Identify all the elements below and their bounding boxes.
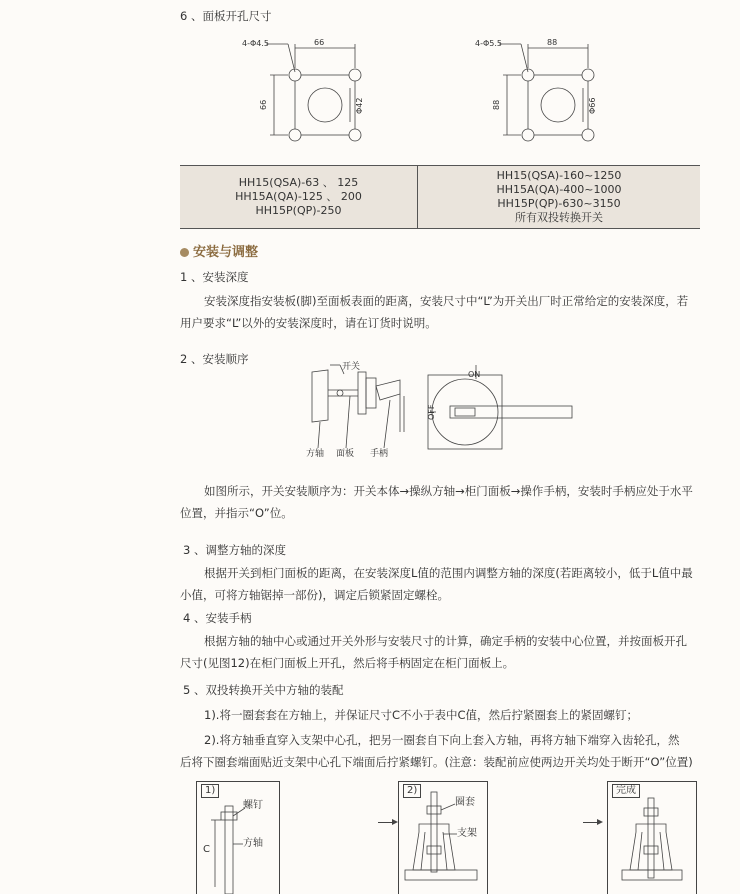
spec-right-line: HH15(QSA)-160~1250 — [496, 169, 622, 182]
s4-title: 4 、安装手柄 — [183, 611, 252, 625]
width-label-small: 66 — [314, 38, 325, 47]
spec-left-line: HH15A(QA)-125 、 200 — [235, 190, 362, 203]
label-bracket: 支架 — [457, 828, 477, 839]
width-label-large: 88 — [547, 38, 558, 47]
spec-right-line: 所有双投转换开关 — [515, 211, 603, 224]
assembly-done-box — [607, 781, 697, 894]
center-label-large: Φ66 — [588, 97, 597, 114]
assembly-step2-box — [398, 781, 488, 894]
label-off: OFF — [427, 404, 436, 420]
assembly-step1-box — [196, 781, 280, 894]
install-heading — [180, 245, 258, 261]
s3-para-line1: 根据开关到柜门面板的距离，在安装深度L值的范围内调整方轴的深度(若距离较小，低于L值中最 — [204, 566, 693, 580]
step1-label: 1) — [201, 784, 219, 798]
hole-label-small: 4-Φ4.5 — [242, 39, 269, 48]
label-handle: 手柄 — [370, 449, 389, 459]
s1-para-line2: 用户要求“L”以外的安装深度时，请在订货时说明。 — [180, 316, 437, 330]
s3-title: 3 、调整方轴的深度 — [183, 543, 286, 557]
s5-para-line1: 1).将一圈套套在方轴上，并保证尺寸C不小于表中C值，然后拧紧圈套上的紧固螺钉； — [204, 708, 639, 722]
install-sequence-diagram — [300, 360, 575, 460]
section6-title: 6 、面板开孔尺寸 — [180, 9, 272, 23]
label-panel: 面板 — [336, 449, 355, 459]
s4-para-line1: 根据方轴的轴中心或通过开关外形与安装尺寸的计算，确定手柄的安装中心位置，并按面板开孔 — [204, 634, 687, 648]
height-label-large: 88 — [492, 99, 501, 110]
bullet-dot-icon — [180, 248, 189, 257]
s4-para-line2: 尺寸(见图12)在柜门面板上开孔，然后将手柄固定在柜门面板上。 — [180, 656, 515, 670]
height-label-small: 66 — [259, 99, 268, 110]
label-on: ON — [468, 370, 481, 379]
label-screw: 螺钉 — [243, 800, 263, 811]
install-heading-text: 安装与调整 — [193, 245, 259, 260]
s2-title: 2 、安装顺序 — [180, 352, 249, 366]
label-collar: 圈套 — [455, 797, 475, 808]
s1-para-line1: 安装深度指安装板(脚)至面板表面的距离，安装尺寸中“L”为开关出厂时正常给定的安装深度，若 — [204, 294, 689, 308]
model-spec-table — [180, 165, 700, 229]
s2-para-line1: 如图所示，开关安装顺序为：开关本体→操纵方轴→柜门面板→操作手柄，安装时手柄应处于水平 — [204, 484, 693, 498]
spec-table-right-cell — [418, 166, 701, 229]
spec-right-line: HH15A(QA)-400~1000 — [496, 183, 622, 196]
s1-title: 1 、安装深度 — [180, 270, 249, 284]
label-shaft: 方轴 — [306, 449, 325, 459]
spec-right-line: HH15P(QP)-630~3150 — [497, 197, 621, 210]
label-c: C — [203, 844, 210, 855]
label-switch: 开关 — [342, 362, 361, 372]
done-label: 完成 — [612, 784, 640, 798]
panel-cutout-small-diagram — [230, 30, 370, 145]
panel-cutout-large-diagram — [465, 30, 615, 145]
step2-label: 2) — [403, 784, 421, 798]
s2-para-line2: 位置，并指示“O”位。 — [180, 506, 293, 520]
s3-para-line2: 小值，可将方轴锯掉一部份)，调定后锁紧固定螺栓。 — [180, 588, 449, 602]
spec-table-left-cell — [180, 166, 418, 229]
hole-label-large: 4-Φ5.5 — [475, 39, 502, 48]
arrowhead-icon — [597, 819, 603, 825]
spec-left-line: HH15P(QP)-250 — [255, 204, 342, 217]
center-label-small: Φ42 — [355, 97, 364, 114]
s5-para-line2: 2).将方轴垂直穿入支架中心孔，把另一圈套自下向上套入方轴，再将方轴下端穿入齿轮孔，然 — [204, 733, 680, 747]
spec-left-line: HH15(QSA)-63 、 125 — [238, 176, 359, 189]
s5-para-line3: 后将下圈套端面贴近支架中心孔下端面后拧紧螺钉。(注意：装配前应使两边开关均处于断开“O”位置) — [180, 755, 693, 769]
s5-title: 5 、双投转换开关中方轴的装配 — [183, 683, 344, 697]
label-shaft-step1: 方轴 — [243, 838, 263, 849]
